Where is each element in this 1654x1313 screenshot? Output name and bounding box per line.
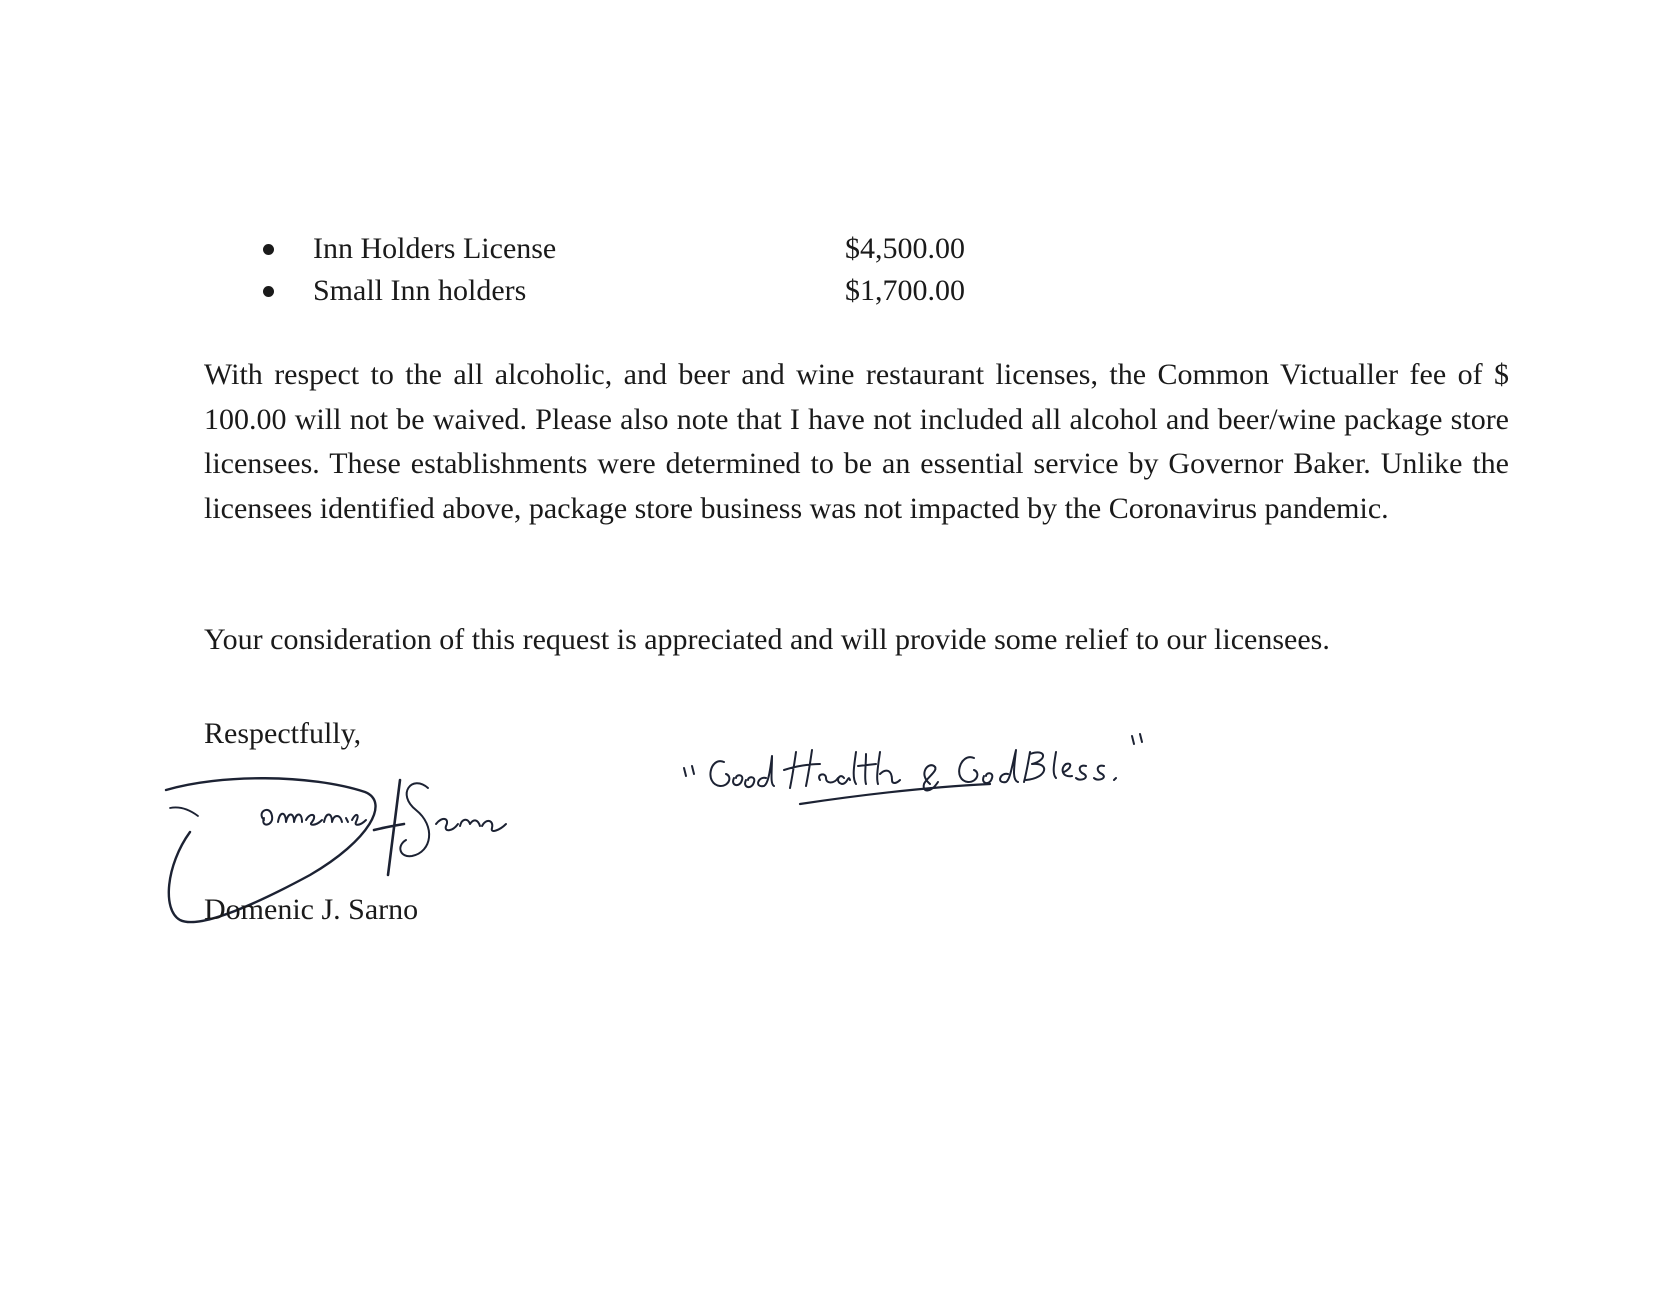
fee-item-inn-holders (255, 228, 1015, 270)
signer-name: Domenic J. Sarno (204, 893, 419, 926)
fee-list (255, 228, 1015, 312)
fee-amount: $1,700.00 (845, 274, 965, 307)
fee-amount: $4,500.00 (845, 232, 965, 265)
fee-name: Inn Holders License (313, 232, 557, 265)
fee-item-small-inn-holders (255, 270, 1015, 312)
bullet-icon (263, 286, 274, 297)
fee-name: Small Inn holders (313, 274, 527, 307)
victualler-paragraph: With respect to the all alcoholic, and beer and wine restaurant licenses, the Common Victualler fee of $ 100.00 will not be waived. Please also note that I have not included all alcohol and beer/wine package store licensees. These establishments were determined to be an essential service by Governor Baker. Unlike the licensees identified above, package store business was not impacted by the Coronavirus pandemic. (204, 358, 1509, 525)
consideration-paragraph: Your consideration of this request is appreciated and will provide some relief to our licensees. (204, 623, 1330, 656)
closing-salutation: Respectfully, (204, 717, 362, 750)
handwritten-note (680, 722, 1150, 822)
bullet-icon (263, 244, 274, 255)
